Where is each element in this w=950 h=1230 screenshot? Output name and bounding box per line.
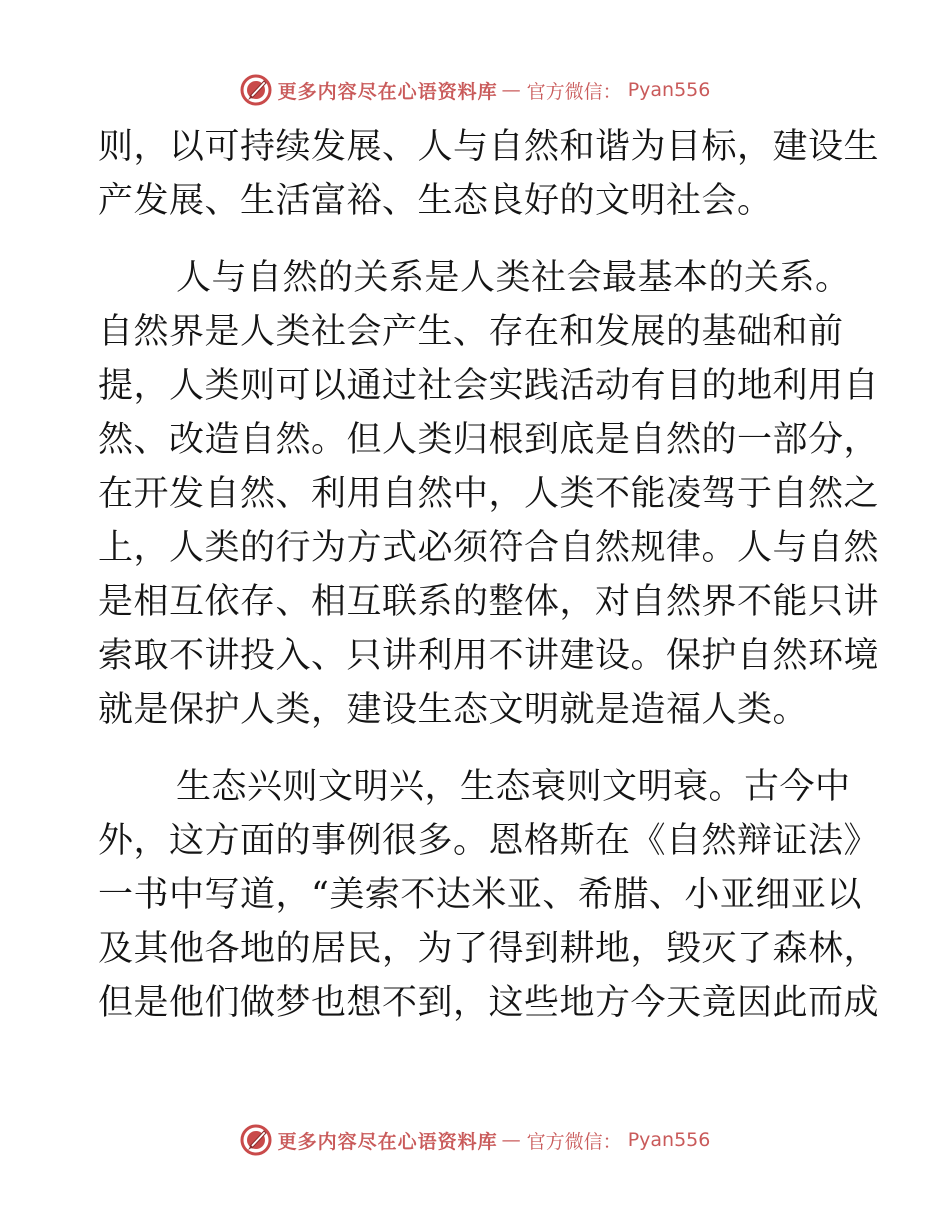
text-line: 就是保护人类，建设生态文明就是造福人类。 (98, 690, 809, 730)
banner-wechat-label: 官方微信： (526, 80, 622, 103)
text-line: 生态兴则文明兴，生态衰则文明衰。古今中 (176, 767, 851, 807)
banner-separator: — (501, 79, 521, 101)
quill-logo-icon (240, 74, 272, 106)
banner-title: 更多内容尽在心语资料库 (277, 1130, 498, 1153)
text-line: 人与自然的关系是人类社会最基本的关系。 (176, 258, 851, 298)
banner-wechat-label: 官方微信： (526, 1130, 622, 1153)
paragraph-2 (98, 251, 880, 737)
text-line: 上，人类的行为方式必须符合自然规律。人与自然 (98, 528, 880, 568)
text-line: 是相互依存、相互联系的整体，对自然界不能只讲 (98, 582, 880, 622)
text-line: 但是他们做梦也想不到，这些地方今天竟因此而成 (98, 983, 880, 1023)
banner-separator: — (501, 1129, 521, 1151)
paragraph-3 (98, 760, 880, 1030)
quill-logo-icon (240, 1124, 272, 1156)
text-line: 然、改造自然。但人类归根到底是自然的一部分， (98, 420, 880, 460)
text-line: 外，这方面的事例很多。恩格斯在《自然辩证法》 (98, 821, 880, 861)
text-line: 自然界是人类社会产生、存在和发展的基础和前 (98, 312, 844, 352)
text-line: 在开发自然、利用自然中，人类不能凌驾于自然之 (98, 474, 880, 514)
text-line: 提，人类则可以通过社会实践活动有目的地利用自 (98, 366, 880, 406)
banner-title: 更多内容尽在心语资料库 (277, 80, 498, 103)
text-line: 则，以可持续发展、人与自然和谐为目标，建设生 (98, 127, 880, 167)
document-body (98, 120, 880, 1053)
banner-wechat-id: Pyan556 (627, 1129, 711, 1151)
header-banner (0, 70, 950, 110)
text-line: 一书中写道，“美索不达米亚、希腊、小亚细亚以 (98, 875, 862, 915)
text-line: 及其他各地的居民，为了得到耕地，毁灭了森林， (98, 929, 880, 969)
footer-banner (0, 1120, 950, 1160)
banner-wechat-id: Pyan556 (627, 79, 711, 101)
paragraph-1 (98, 120, 880, 228)
text-line: 产发展、生活富裕、生态良好的文明社会。 (98, 181, 773, 221)
text-line: 索取不讲投入、只讲利用不讲建设。保护自然环境 (98, 636, 880, 676)
